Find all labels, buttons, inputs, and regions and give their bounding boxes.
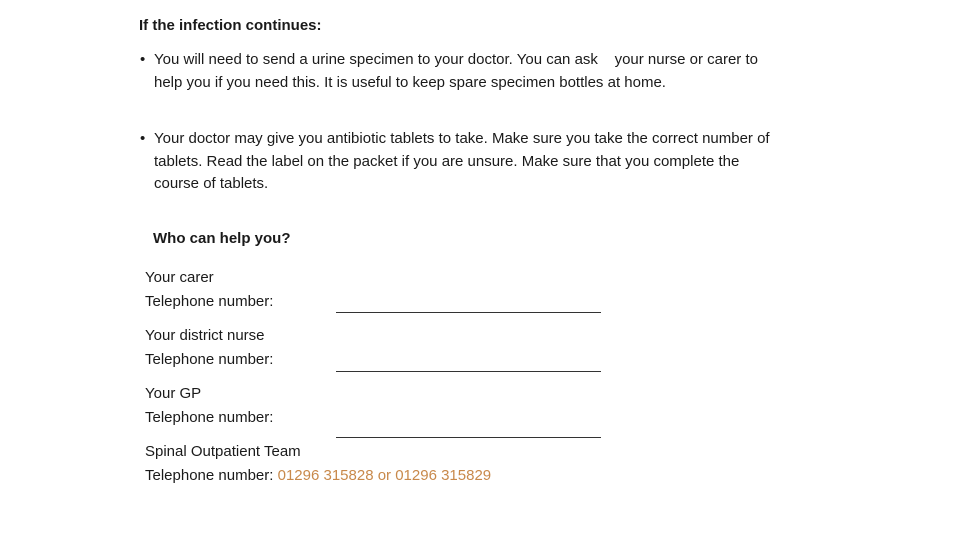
bullet-marker: •: [140, 130, 146, 147]
contact-name: Your carer: [145, 269, 214, 286]
contact-name: Your GP: [145, 385, 202, 402]
infection-heading: If the infection continues:: [139, 17, 322, 34]
bullet-marker: •: [140, 51, 146, 68]
bullet-item-urine-specimen: [140, 49, 780, 94]
contact-district-nurse: [145, 324, 273, 372]
phone-entry-line-carer: [336, 312, 601, 313]
bullet-item-antibiotics: [140, 128, 780, 196]
contact-spinal-outpatient-team: [145, 440, 491, 488]
contact-phone-label: Telephone number:: [145, 351, 274, 368]
phone-entry-line-gp: [336, 437, 601, 438]
bullet-text: You will need to send a urine specimen to your doctor. You can ask your nurse or carer to help you if you need this. It is useful to keep spare specimen bottles at home.: [154, 51, 763, 91]
contact-carer: [145, 266, 273, 314]
contact-phone-label: Telephone number:: [145, 293, 274, 310]
contact-phone-value: 01296 315828 or 01296 315829: [277, 467, 492, 484]
who-can-help-heading: Who can help you?: [153, 230, 291, 247]
contact-phone-label: Telephone number:: [145, 467, 274, 484]
contact-name: Spinal Outpatient Team: [145, 443, 301, 460]
contact-gp: [145, 382, 273, 430]
phone-entry-line-district-nurse: [336, 371, 601, 372]
contact-name: Your district nurse: [145, 327, 265, 344]
contact-phone-row: [145, 464, 491, 488]
bullet-text: Your doctor may give you antibiotic tablets to take. Make sure you take the correct number of tablets. Read the label on the packet if you are unsure. Make sure that you complete the course of tablets.: [154, 130, 770, 192]
contact-phone-label: Telephone number:: [145, 409, 274, 426]
